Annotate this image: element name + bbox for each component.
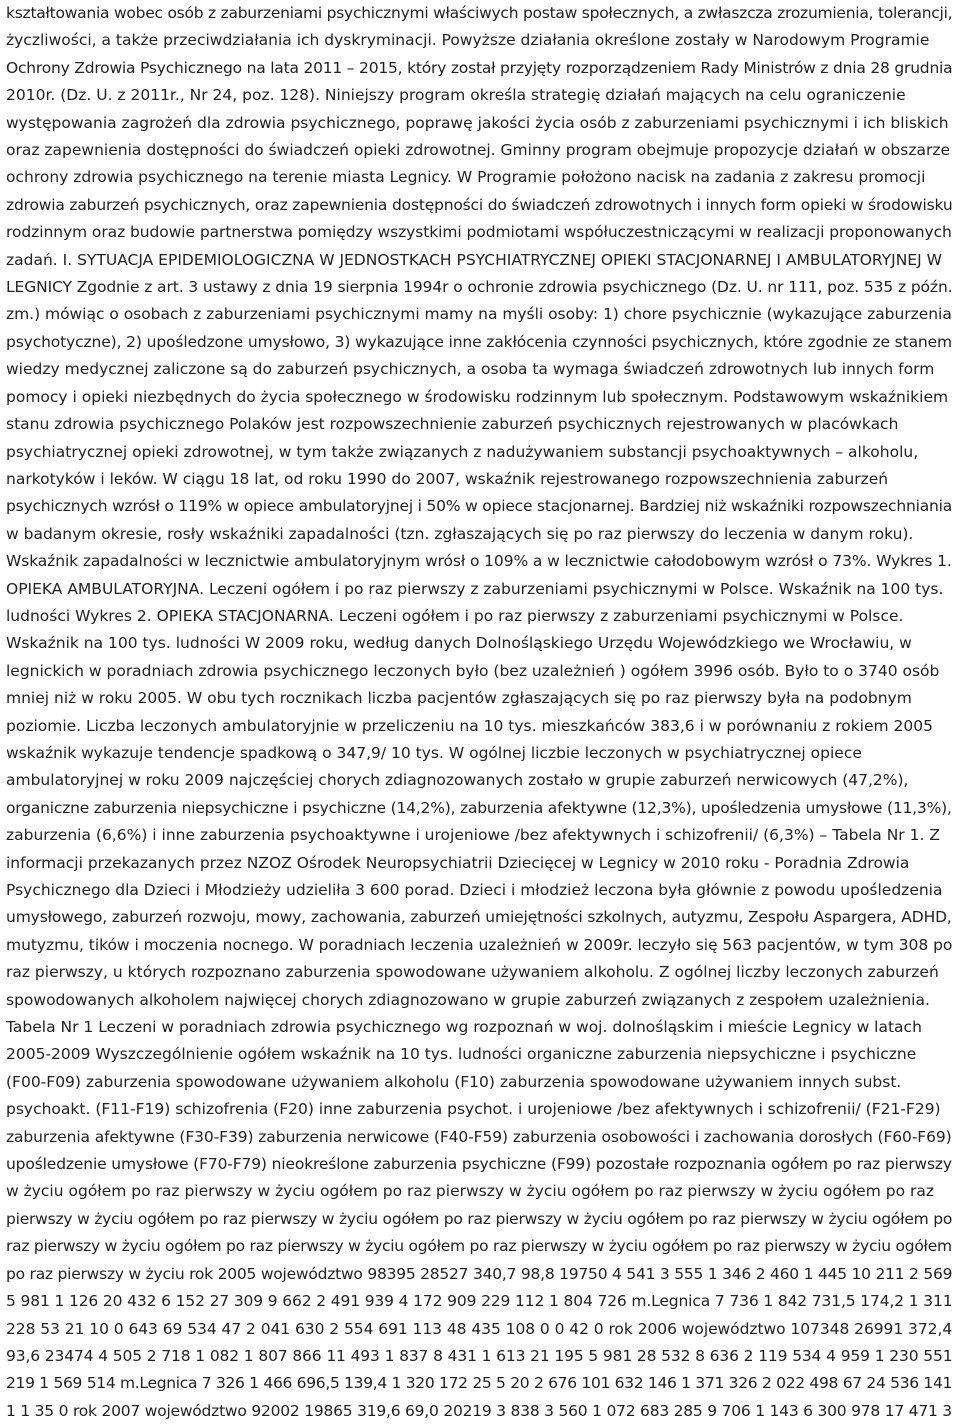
text-line: zaburzenia (6,6%) i inne zaburzenia psychoaktywne i urojeniowe /bez afektywnych i schizofrenii/ (6,3%) – Tabela Nr 1. Z (6, 826, 940, 845)
text-line: Psychicznego dla Dzieci i Młodzieży udzieliła 3 600 porad. Dzieci i młodzież leczona była głównie z powodu upośledzenia (6, 881, 943, 899)
text-line: w życiu ogółem po raz pierwszy w życiu ogółem po raz pierwszy w życiu ogółem po raz pierwszy w życiu ogółem po raz (6, 1182, 934, 1201)
text-line: pomocy i opieki niezbędnych do życia społecznego w środowisku rodzinnym lub społecznym. Podstawowym wskaźnikiem (6, 387, 949, 406)
text-line: organiczne zaburzenia niepsychiczne i psychiczne (14,2%), zaburzenia afektywne (12,3%), upośledzenia umysłowe (11,3%), (6, 798, 952, 817)
text-line: spowodowanych alkoholem najwięcej chorych zdiagnozowano w grupie zaburzeń związanych z zespołem uzależnienia. (6, 990, 930, 1009)
text-line: Wskaźnik na 100 tys. ludności W 2009 roku, według danych Dolnośląskiego Urzędu Wojewódzkiego we Wrocławiu, w (6, 634, 912, 653)
text-line: ambulatoryjnej w roku 2009 najczęściej chorych zdiagnozowanych zostało w grupie zaburzeń nerwicowych (47,2%), (6, 771, 909, 790)
text-line: raz pierwszy w życiu ogółem po raz pierwszy w życiu ogółem po raz pierwszy w życiu ogółem po raz pierwszy w życiu ogółem (6, 1237, 952, 1256)
text-line: po raz pierwszy w życiu rok 2005 województwo 98395 28527 340,7 98,8 19750 4 541 3 555 1 346 2 460 1 445 10 211 2 569 (6, 1264, 953, 1283)
text-line: 2005-2009 Wyszczególnienie ogółem wskaźnik na 10 tys. ludności organiczne zaburzenia niepsychiczne i psychiczne (6, 1045, 917, 1064)
text-line: zadań. I. SYTUACJA EPIDEMIOLOGICZNA W JEDNOSTKACH PSYCHIATRYCZNEJ OPIEKI STACJONARNEJ I AMBULATORYJNEJ W (6, 250, 942, 269)
text-line: stanu zdrowia psychicznego Polaków jest rozpowszechnienie zaburzeń psychicznych rejestrowanych w placówkach (6, 415, 899, 434)
text-line: ludności Wykres 2. OPIEKA STACJONARNA. Leczeni ogółem i po raz pierwszy z zaburzeniami psychicznymi w Polsce. (6, 606, 904, 625)
text-line: psychicznych wzrósł o 119% w opiece ambulatoryjnej i 50% w opiece stacjonarnej. Bardziej niż wskaźniki rozpowszechniania (6, 497, 953, 516)
text-line: OPIEKA AMBULATORYJNA. Leczeni ogółem i po raz pierwszy z zaburzeniami psychicznymi w Polsce. Wskaźnik na 100 tys. (6, 579, 944, 598)
text-line: 93,6 23474 4 505 2 718 1 082 1 807 866 11 493 1 837 8 431 1 613 21 195 5 981 28 532 8 636 2 119 534 4 959 1 230 551 (6, 1346, 953, 1365)
text-line: mutyzmu, tików i moczenia nocnego. W poradniach leczenia uzależnień w 2009r. leczyło się 563 pacjentów, w tym 308 po (6, 935, 953, 954)
text-line: raz pierwszy, u których rozpoznano zaburzenia spowodowane używaniem alkoholu. Z ogólnej liczby leczonych zaburzeń (6, 963, 939, 982)
text-line: 5 981 1 126 20 432 6 152 27 309 9 662 2 491 939 4 172 909 229 112 1 804 726 m.Legnica 7 736 1 842 731,5 174,2 1 311 (6, 1292, 953, 1311)
text-line: Tabela Nr 1 Leczeni w poradniach zdrowia psychicznego wg rozpoznań w woj. dolnośląskim i mieście Legnicy w latach (6, 1018, 922, 1037)
text-line: informacji przekazanych przez NZOZ Ośrodek Neuropsychiatrii Dziecięcej w Legnicy w 2010 roku - Poradnia Zdrowia (6, 853, 910, 872)
text-line: oraz zapewnienia dostępności do świadczeń opieki zdrowotnej. Gminny program obejmuje propozycje działań w obszarze (6, 141, 951, 160)
text-line: rodzinnym oraz budowie partnerstwa pomiędzy wszystkimi podmiotami współuczestniczącymi w realizacji proponowanych (6, 223, 952, 242)
text-line: Wskaźnik zapadalności w lecznictwie ambulatoryjnym wrósł o 109% a w lecznictwie całodobowym wzrósł o 73%. Wykres 1. (6, 552, 952, 571)
text-line: narkotyków i leków. W ciągu 18 lat, od roku 1990 do 2007, wskaźnik rejestrowanego rozpowszechnienia zaburzeń (6, 469, 889, 488)
text-line: 219 1 569 514 m.Legnica 7 326 1 466 696,5 139,4 1 320 172 25 5 20 2 676 101 632 146 1 371 326 2 022 498 67 24 536 141 (6, 1374, 953, 1393)
text-line: w badanym okresie, rosły wskaźniki zapadalności (tzn. zgłaszających się po raz pierwszy do leczenia w danym roku). (6, 524, 914, 543)
text-line: wskaźnik wykazuje tendencje spadkową o 347,9/ 10 tys. W ogólnej liczbie leczonych w psychiatrycznej opiece (6, 743, 862, 762)
text-line: umysłowego, zaburzeń rozwoju, mowy, zachowania, zaburzeń umiejętności szkolnych, autyzmu, Zespołu Aspargera, ADHD, (6, 908, 952, 927)
text-line: zaburzenia afektywne (F30-F39) zaburzenia nerwicowe (F40-F59) zaburzenia osobowości i zachowania dorosłych (F60-F69) (6, 1127, 952, 1146)
text-line: zdrowia zaburzeń psychicznych, oraz zapewnienia dostępności do świadczeń zdrowotnych i innych form opieki w środowisku (6, 195, 953, 214)
text-line: psychoakt. (F11-F19) schizofrenia (F20) inne zaburzenia psychot. i urojeniowe /bez afektywnych i schizofrenii/ (F21-F29) (6, 1100, 941, 1119)
text-line: 1 1 35 0 rok 2007 województwo 92002 19865 319,6 69,0 20219 3 838 3 560 1 072 683 285 9 706 1 143 6 300 978 17 471 3 (6, 1401, 952, 1420)
text-line: psychotyczne), 2) upośledzone umysłowo, 3) wykazujące inne zakłócenia czynności psychicznych, które zgodnie ze stanem (6, 332, 953, 351)
text-line: upośledzenie umysłowe (F70-F79) nieokreślone zaburzenia psychiczne (F99) pozostałe rozpoznania ogółem po raz pierwszy (6, 1155, 952, 1174)
text-line: mniej niż w roku 2005. W obu tych rocznikach liczba pacjentów zgłaszających się po raz pierwszy była na podobnym (6, 689, 912, 708)
text-line: LEGNICY Zgodnie z art. 3 ustawy z dnia 19 sierpnia 1994r o ochronie zdrowia psychicznego (Dz. U. nr 111, poz. 535 z późn. (6, 278, 953, 297)
text-line: Ochrony Zdrowia Psychicznego na lata 2011 – 2015, który został przyjęty rozporządzeniem Rady Ministrów z dnia 28 grudnia (6, 58, 953, 77)
text-line: ochrony zdrowia psychicznego na terenie miasta Legnicy. W Programie położono nacisk na zadania z zakresu promocji (6, 168, 926, 187)
text-line: pierwszy w życiu ogółem po raz pierwszy w życiu ogółem po raz pierwszy w życiu ogółem po raz pierwszy w życiu ogółem po (6, 1209, 953, 1228)
text-line: kształtowania wobec osób z zaburzeniami psychicznymi właściwych postaw społecznych, a zwłaszcza zrozumienia, tolerancji, (6, 4, 953, 22)
text-line: poziomie. Liczba leczonych ambulatoryjnie w przeliczeniu na 10 tys. mieszkańców 383,6 i w porównaniu z rokiem 2005 (6, 716, 933, 735)
text-line: wiedzy medycznej zaliczone są do zaburzeń psychicznych, a osoba ta wymaga świadczeń zdrowotnych lub innych form (6, 360, 935, 379)
text-line: (F00-F09) zaburzenia spowodowane używaniem alkoholu (F10) zaburzenia spowodowane używaniem innych subst. (6, 1072, 902, 1091)
text-line: legnickich w poradniach zdrowia psychicznego leczonych było (bez uzależnień ) ogółem 3996 osób. Było to o 3740 osób (6, 661, 940, 680)
text-line: występowania zagrożeń dla zdrowia psychicznego, poprawę jakości życia osób z zaburzeniami psychicznymi i ich bliskich (6, 113, 949, 132)
text-line: psychiatrycznej opieki zdrowotnej, w tym także związanych z nadużywaniem substancji psychoaktywnych – alkoholu, (6, 442, 919, 461)
text-line: 228 53 21 10 0 643 69 534 47 2 041 630 2 554 691 113 48 435 108 0 0 42 0 rok 2006 województwo 107348 26991 372,4 (6, 1319, 953, 1338)
text-line: życzliwości, a także przeciwdziałania ich dyskryminacji. Powyższe działania określone zostały w Narodowym Programie (6, 31, 930, 50)
text-line: zm.) mówiąc o osobach z zaburzeniami psychicznymi mamy na myśli osoby: 1) chore psychicznie (wykazujące zaburzenia (6, 305, 952, 324)
text-line: 2010r. (Dz. U. z 2011r., Nr 24, poz. 128). Niniejszy program określa strategię działań mających na celu ograniczenie (6, 86, 906, 105)
body-text (6, 0, 956, 1425)
